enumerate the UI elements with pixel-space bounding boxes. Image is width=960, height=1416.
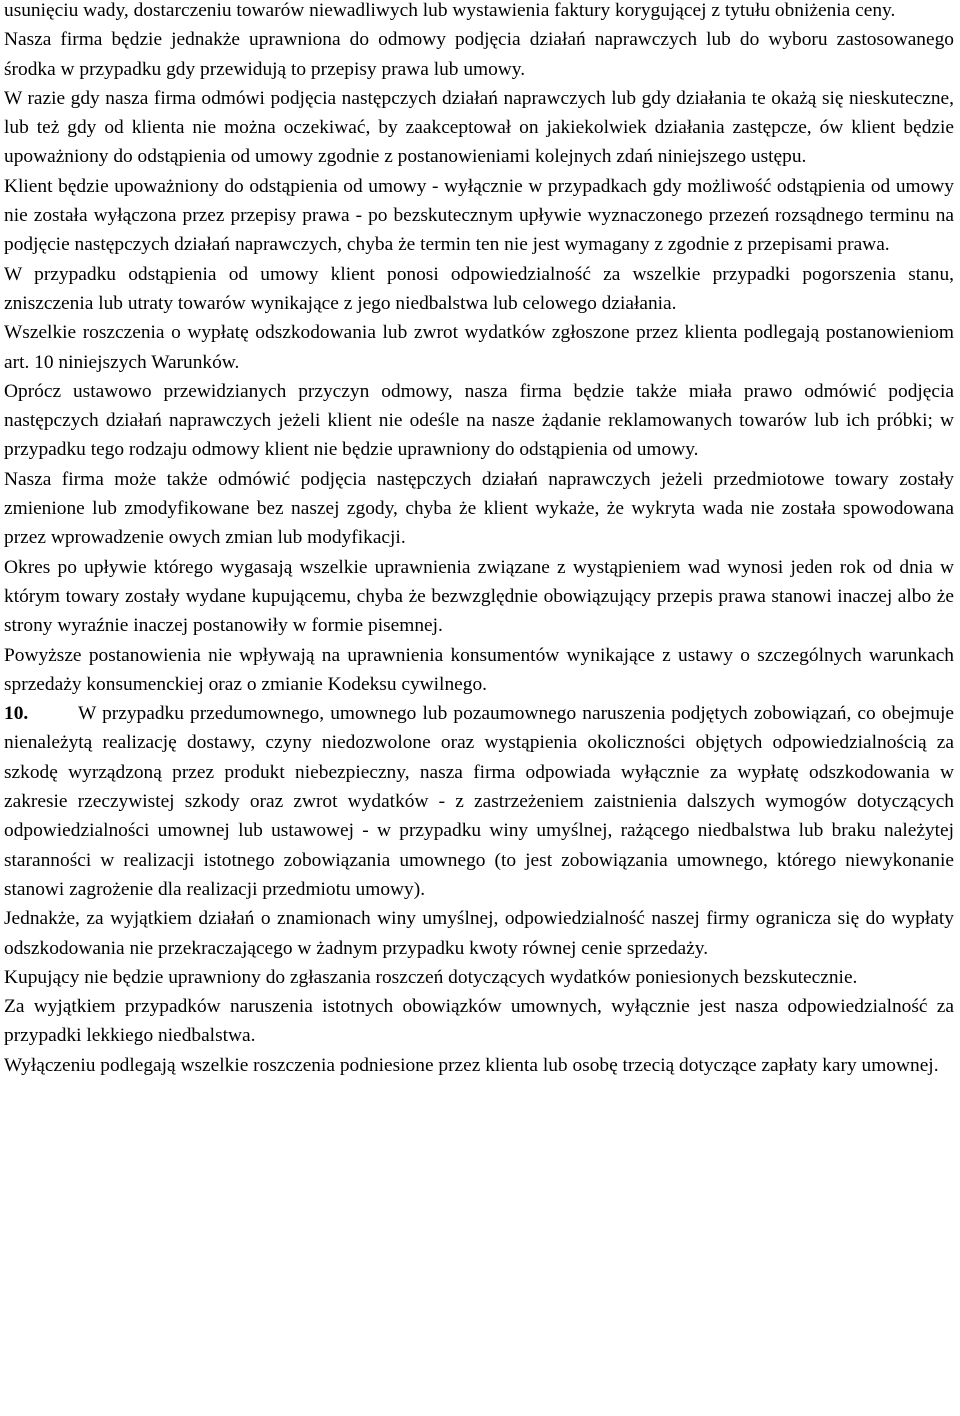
section-number: 10. (4, 703, 29, 725)
paragraph: Kupujący nie będzie uprawniony do zgłaszania roszczeń dotyczących wydatków poniesionych bezskutecznie. (4, 966, 858, 988)
section-text: W przypadku przedumownego, umownego lub pozaumownego naruszenia podjętych zobowiązań, co obejmuje nienależytą realizację dostawy, czyny niedozwolone oraz wystąpienia okoliczności objętych odpowiedzialnością za szkodę wyrządzoną przez produkt niebezpieczny, nasza firma odpowiada wyłącznie za wypłatę odszkodowania w zakresie rzeczywistej szkody oraz zwrot wydatków - z zastrzeżeniem zaistnienia dalszych wymogów dotyczących odpowiedzialności umownej lub ustawowej - w przypadku winy umyślnej, rażącego niedbalstwa lub braku należytej staranności w realizacji istotnego zobowiązania umownego (to jest zobowiązania umownego, którego niewykonanie stanowi zagrożenie dla realizacji przedmiotu umowy). (4, 703, 954, 900)
paragraph: Jednakże, za wyjątkiem działań o znamionach winy umyślnej, odpowiedzialność naszej firmy ogranicza się do wypłaty odszkodowania nie przekraczającego w żadnym przypadku kwoty równej cenie sprzedaży. (4, 908, 954, 959)
paragraph: Oprócz ustawowo przewidzianych przyczyn odmowy, nasza firma będzie także miała prawo odmówić podjęcia następczych działań naprawczych jeżeli klient nie odeśle na nasze żądanie reklamowanych towarów lub ich próbki; w przypadku tego rodzaju odmowy klient nie będzie uprawniony do odstąpienia od umowy. (4, 380, 954, 461)
paragraph: Klient będzie upoważniony do odstąpienia od umowy - wyłącznie w przypadkach gdy możliwość odstąpienia od umowy nie została wyłączona przez przepisy prawa - po bezskutecznym upływie wyznaczonego przezeń rozsądnego terminu na podjęcie następczych działań naprawczych, chyba że termin ten nie jest wymagany z zgodnie z przepisami prawa. (4, 175, 954, 256)
paragraph: Wyłączeniu podlegają wszelkie roszczenia podniesione przez klienta lub osobę trzecią dotyczące zapłaty kary umownej. (4, 1054, 939, 1076)
paragraph: W razie gdy nasza firma odmówi podjęcia następczych działań naprawczych lub gdy działania te okażą się nieskuteczne, lub też gdy od klienta nie można oczekiwać, by zaakceptował on jakiekolwiek działania zastępcze, ów klient będzie upoważniony do odstąpienia od umowy zgodnie z postanowieniami kolejnych zdań niniejszego ustępu. (4, 87, 954, 168)
paragraph: Okres po upływie którego wygasają wszelkie uprawnienia związane z wystąpieniem wad wynosi jeden rok od dnia w którym towary zostały wydane kupującemu, chyba że bezwzględnie obowiązujący przepis prawa stanowi inaczej albo że strony wyraźnie inaczej postanowiły w formie pisemnej. (4, 556, 954, 637)
paragraph: usunięciu wady, dostarczeniu towarów niewadliwych lub wystawienia faktury korygującej z tytułu obniżenia ceny. (4, 0, 896, 21)
paragraph: Powyższe postanowienia nie wpływają na uprawnienia konsumentów wynikające z ustawy o szczególnych warunkach sprzedaży konsumenckiej oraz o zmianie Kodeksu cywilnego. (4, 644, 954, 695)
paragraph: Za wyjątkiem przypadków naruszenia istotnych obowiązków umownych, wyłącznie jest nasza odpowiedzialność za przypadki lekkiego niedbalstwa. (4, 996, 954, 1047)
paragraph: Nasza firma będzie jednakże uprawniona do odmowy podjęcia działań naprawczych lub do wyboru zastosowanego środka w przypadku gdy przewidują to przepisy prawa lub umowy. (4, 29, 954, 80)
paragraph: Wszelkie roszczenia o wypłatę odszkodowania lub zwrot wydatków zgłoszone przez klienta podlegają postanowieniom art. 10 niniejszych Warunków. (4, 322, 954, 373)
paragraph: W przypadku odstąpienia od umowy klient ponosi odpowiedzialność za wszelkie przypadki pogorszenia stanu, zniszczenia lub utraty towarów wynikające z jego niedbalstwa lub celowego działania. (4, 263, 954, 314)
paragraph: Nasza firma może także odmówić podjęcia następczych działań naprawczych jeżeli przedmiotowe towary zostały zmienione lub zmodyfikowane bez naszej zgody, chyba że klient wykaże, że wykryta wada nie została spowodowana przez wprowadzenie owych zmian lub modyfikacji. (4, 468, 954, 549)
section-10-paragraph (4, 699, 954, 904)
